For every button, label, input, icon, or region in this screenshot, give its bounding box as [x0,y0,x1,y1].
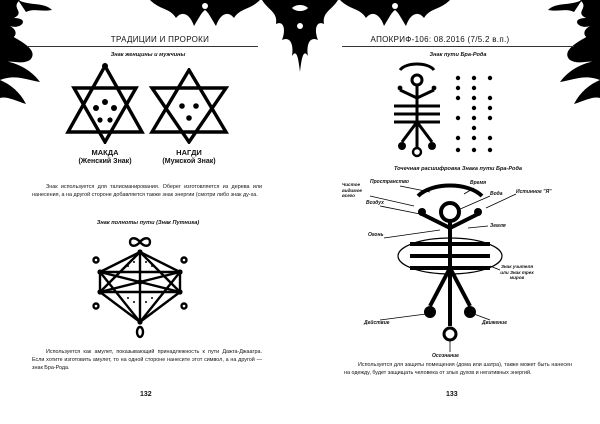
bra-roda-sign [388,60,446,158]
makda-sub: (Женский Знак) [78,158,132,165]
right-page-number: 133 [446,391,458,398]
makda-label [62,148,148,166]
right-paragraph: Используется для защиты помещения (дома или шатра), также может быть нанесен на одежду, будет защищать человека от злых духов и негативных энергий. [344,362,572,377]
nagdi-sub: (Мужской Знак) [162,158,216,165]
nagdi-sign [148,68,230,144]
nagdi-label [150,148,228,166]
label-vozdukh: Воздух [366,200,384,206]
nagdi-name: НАГДИ [176,148,202,157]
label-dvizhenie: Движение [482,320,508,326]
label-voda: Вода [490,191,503,197]
traveller-sign [88,236,204,340]
left-paragraph-1: Знак используется для талисманирования. Оберег изготовляется из дерева или нанесения, а на другой стороне добавляется также знак энергии (смотри либо знак ду-ха. [32,184,262,199]
left-caption-mid: Знак полноты пути (Знак Путника) [96,220,200,226]
label-zemlya: Земля [490,223,506,229]
left-page-number: 132 [140,391,152,398]
ornament-top-center [262,0,338,80]
left-caption-top: Знак женщины и мужчины [110,52,186,58]
label-ogon: Огонь [368,232,384,238]
label-istinnoe: Истинное "Я" [516,189,552,195]
label-prostranstvo: Пространство [370,179,409,185]
label-znak-uchitelya: Знак учителя или Знак трех миров [500,264,534,281]
makda-name: МАКДА [91,148,119,157]
ornament-top-right-center [340,0,450,32]
left-page-header: ТРАДИЦИИ И ПРОРОКИ [110,35,210,44]
label-vremya: Время [470,180,487,186]
right-page-header: АПОКРИФ-106: 08.2016 (7/5.2 в.п.) [370,35,510,44]
ornament-top-left-center [150,0,260,32]
label-osoznanie: Осознание [432,353,459,359]
right-caption-mid: Точечная расшифровка Знака пути Бра-Рода [393,166,523,172]
label-chistoe: Чистое видимое всего [342,182,362,199]
label-deystvie: Действие [364,320,390,326]
makda-sign [60,62,150,144]
bra-roda-dotted-sign [448,72,500,156]
right-caption-top: Знак пути Бра-Рода [429,52,487,58]
left-header-rule [28,46,258,47]
left-paragraph-2: Используется как амулет, показывающий принадлежность к пути Дажга-Джаагра. Если хотите изготовить амулет, то на одной стороне нанесите этот символ, а на другой — знак Бра-Рода. [32,349,262,372]
right-header-rule [342,46,574,47]
